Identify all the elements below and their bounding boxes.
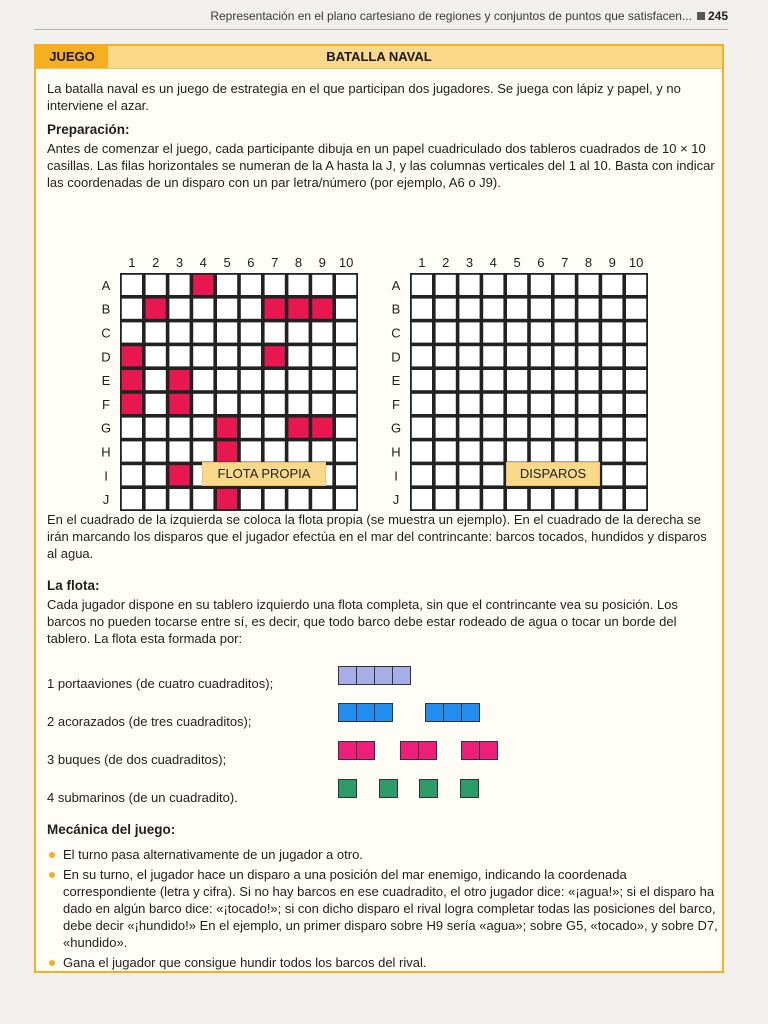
left-board-cell <box>336 489 356 509</box>
right-board-cell <box>459 370 479 390</box>
right-column-label: 9 <box>608 255 616 270</box>
right-board-cell <box>459 394 479 414</box>
left-board-cell <box>122 322 142 342</box>
ship-cell <box>356 666 375 685</box>
ship-acorazado-2 <box>425 703 479 722</box>
right-row-label: E <box>391 373 401 389</box>
right-board-cell <box>602 394 622 414</box>
right-board-cell <box>436 465 456 485</box>
right-board-cell <box>483 275 503 295</box>
ship-cell <box>400 741 419 760</box>
game-badge: JUEGO <box>36 46 108 68</box>
right-board-cell <box>507 322 527 342</box>
left-board-cell <box>312 394 332 414</box>
left-board-cell <box>146 299 166 319</box>
left-board-cell <box>169 275 189 295</box>
left-board-cell <box>146 441 166 461</box>
preparation-heading: Preparación: <box>47 122 130 137</box>
left-board-cell <box>122 370 142 390</box>
left-board-cell <box>193 299 213 319</box>
right-board-cell <box>602 370 622 390</box>
right-board-cell <box>602 441 622 461</box>
left-board-cell <box>312 299 332 319</box>
right-row-label: C <box>391 325 401 341</box>
box-header <box>36 46 722 69</box>
bullet-icon <box>49 872 55 878</box>
left-board-cell <box>241 299 261 319</box>
left-board-cell <box>265 370 285 390</box>
right-board-cell <box>507 489 527 509</box>
left-board-cell <box>169 394 189 414</box>
right-board-cell <box>555 322 575 342</box>
right-board-cell <box>626 441 646 461</box>
right-board-cell <box>626 489 646 509</box>
right-board-cell <box>555 394 575 414</box>
right-board-cell <box>483 418 503 438</box>
left-board-cell <box>169 465 189 485</box>
right-board-cell <box>531 346 551 366</box>
right-board-cell <box>412 465 432 485</box>
right-board-cell <box>602 322 622 342</box>
right-board-cell <box>578 489 598 509</box>
left-column-label: 4 <box>199 255 207 270</box>
fleet-label-acorazados: 2 acorazados (de tres cuadraditos); <box>47 714 252 729</box>
right-row-label: F <box>392 396 400 412</box>
left-board-cell <box>193 275 213 295</box>
left-board-cell <box>288 394 308 414</box>
ship-cell <box>425 703 444 722</box>
left-board-cell <box>312 489 332 509</box>
left-board-cell <box>122 346 142 366</box>
left-board-cell <box>336 370 356 390</box>
left-board-cell <box>265 346 285 366</box>
right-board-cell <box>555 275 575 295</box>
caption-disparos: DISPAROS <box>506 462 600 486</box>
right-board-cell <box>602 418 622 438</box>
right-board-cell <box>436 299 456 319</box>
right-board-cell <box>626 322 646 342</box>
right-board-cell <box>531 322 551 342</box>
mechanics-heading: Mecánica del juego: <box>47 822 176 837</box>
left-board-cell <box>288 322 308 342</box>
fleet-label-portaaviones: 1 portaaviones (de cuatro cuadraditos); <box>47 676 274 691</box>
right-column-label: 2 <box>442 255 450 270</box>
left-board-cell <box>241 489 261 509</box>
right-board-cell <box>507 394 527 414</box>
left-row-label: F <box>102 396 110 412</box>
ship-cell <box>392 666 411 685</box>
left-column-label: 1 <box>128 255 136 270</box>
left-board-cell <box>288 346 308 366</box>
ship-cell <box>338 741 357 760</box>
left-board-cell <box>146 346 166 366</box>
left-row-label: J <box>102 492 110 508</box>
left-board-cell <box>241 275 261 295</box>
left-board-cell <box>217 299 237 319</box>
right-board-cell <box>507 370 527 390</box>
right-board-cell <box>459 418 479 438</box>
left-board-cell <box>241 394 261 414</box>
left-column-label: 5 <box>223 255 231 270</box>
right-board-cell <box>459 299 479 319</box>
ship-buque-1 <box>338 741 374 760</box>
left-board-cell <box>288 441 308 461</box>
left-board-cell <box>193 322 213 342</box>
right-board-cell <box>578 299 598 319</box>
right-row-label: A <box>391 277 401 293</box>
left-row-label: E <box>101 373 111 389</box>
right-board-cell <box>436 441 456 461</box>
left-board-cell <box>265 275 285 295</box>
right-board-cell <box>483 370 503 390</box>
left-board-cell <box>217 441 237 461</box>
right-board-cell <box>602 465 622 485</box>
left-board-cell <box>288 370 308 390</box>
left-column-label: 2 <box>152 255 160 270</box>
right-board-cell <box>531 418 551 438</box>
intro-paragraph: La batalla naval es un juego de estrategia en el que participan dos jugadores. Se juega con lápiz y papel, y no interviene el azar. <box>47 81 681 113</box>
right-board-cell <box>459 465 479 485</box>
left-board-cell <box>122 441 142 461</box>
right-row-label: H <box>391 444 401 460</box>
ship-cell <box>356 741 375 760</box>
right-board-cell <box>436 489 456 509</box>
ship-submarino-3 <box>419 779 437 798</box>
right-column-label: 3 <box>465 255 474 270</box>
right-board-cell <box>459 441 479 461</box>
right-column-label: 1 <box>418 255 426 270</box>
left-board-cell <box>217 370 237 390</box>
right-board-cell <box>602 346 622 366</box>
right-row-label: G <box>390 420 402 436</box>
right-column-label: 7 <box>561 255 569 270</box>
ship-buque-3 <box>461 741 497 760</box>
left-board-cell <box>217 275 237 295</box>
right-board-cell <box>412 322 432 342</box>
left-board-cell <box>241 418 261 438</box>
ship-cell <box>338 703 357 722</box>
right-board-cell <box>436 418 456 438</box>
left-board-cell <box>217 418 237 438</box>
left-board-cell <box>241 370 261 390</box>
left-board-cell <box>122 418 142 438</box>
left-board-cell <box>169 418 189 438</box>
game-boards <box>96 251 696 508</box>
right-column-label: 8 <box>584 255 593 270</box>
right-board-cell <box>531 299 551 319</box>
right-board-cell <box>555 370 575 390</box>
right-board-cell <box>483 465 503 485</box>
right-row-label: B <box>391 301 401 317</box>
explanation-paragraph: En el cuadrado de la izquierda se coloca la flota propia (se muestra un ejemplo). En el cuadrado de la derecha se irán marcando los disparos que el jugador efectúa en el mar del contrincante: barcos tocados, hundidos y disparos al agua. <box>47 512 707 561</box>
right-board-cell <box>412 441 432 461</box>
left-board-cell <box>288 299 308 319</box>
right-board-cell <box>507 418 527 438</box>
right-board-cell <box>531 275 551 295</box>
header-divider <box>34 29 728 30</box>
rule-text: Gana el jugador que consigue hundir todos los barcos del rival. <box>63 955 427 970</box>
left-board-cell <box>169 322 189 342</box>
ship-cell <box>338 779 357 798</box>
right-board-cell <box>626 465 646 485</box>
left-board-cell <box>146 394 166 414</box>
rule-text: En su turno, el jugador hace un disparo a una posición del mar enemigo, indicando la coordenada correspondiente (letra y cifra). Si no hay barcos en ese cuadradito, el otro jugador dice: «¡agua!»; si el disparo ha dado en algún barco dice: «¡tocado!»; si con dicho disparo el rival logra completar todas las posiciones del barco, debe decir «¡hundido!» En el ejemplo, un primer disparo sobre H9 sería «agua»; sobre G5, «tocado», y sobre D7, «hundido». <box>63 867 718 950</box>
ship-cell <box>460 779 479 798</box>
left-row-label: G <box>100 420 112 436</box>
fleet-heading: La flota: <box>47 578 100 593</box>
right-board-cell <box>578 322 598 342</box>
left-board-cell <box>193 441 213 461</box>
left-row-label: C <box>101 325 111 341</box>
right-board-cell <box>483 441 503 461</box>
right-board-cell <box>531 441 551 461</box>
left-board-cell <box>312 322 332 342</box>
right-board-cell <box>507 299 527 319</box>
ship-buque-2 <box>400 741 436 760</box>
right-board-cell <box>602 275 622 295</box>
right-board-cell <box>626 370 646 390</box>
left-board-cell <box>146 465 166 485</box>
left-board-cell <box>146 275 166 295</box>
left-board-cell <box>193 394 213 414</box>
left-board-cell <box>122 299 142 319</box>
left-board-cell <box>241 441 261 461</box>
rules-list <box>47 846 719 974</box>
left-board-cell <box>241 346 261 366</box>
ship-cell <box>374 703 393 722</box>
right-board-cell <box>555 489 575 509</box>
right-board-cell <box>555 299 575 319</box>
left-board-cell <box>193 346 213 366</box>
fleet-label-submarinos: 4 submarinos (de un cuadradito). <box>47 790 238 805</box>
ship-submarino-1 <box>338 779 356 798</box>
left-board-cell <box>169 489 189 509</box>
right-board-cell <box>436 322 456 342</box>
right-board-cell <box>626 275 646 295</box>
list-item <box>47 954 719 971</box>
right-board-cell <box>412 299 432 319</box>
right-board-cell <box>483 299 503 319</box>
right-board-cell <box>436 370 456 390</box>
ship-cell <box>461 703 480 722</box>
right-row-label: D <box>391 349 401 365</box>
left-board-cell <box>169 346 189 366</box>
ship-portaaviones <box>338 666 410 685</box>
right-board-cell <box>459 322 479 342</box>
left-board-cell <box>312 275 332 295</box>
right-board-cell <box>531 394 551 414</box>
bullet-icon <box>49 960 55 966</box>
list-item <box>47 846 719 863</box>
right-board-cell <box>507 441 527 461</box>
right-board-cell <box>436 275 456 295</box>
right-board-cell <box>578 394 598 414</box>
left-board-cell <box>312 441 332 461</box>
ship-cell <box>461 741 480 760</box>
left-board-cell <box>146 489 166 509</box>
right-board-cell <box>555 346 575 366</box>
right-board-cell <box>483 489 503 509</box>
left-row-label: I <box>104 468 108 484</box>
ship-cell <box>338 666 357 685</box>
right-board-cell <box>531 489 551 509</box>
right-board-cell <box>459 275 479 295</box>
right-board-cell <box>626 394 646 414</box>
left-board-cell <box>122 465 142 485</box>
right-board-cell <box>412 275 432 295</box>
left-row-label: B <box>101 301 111 317</box>
right-row-label: I <box>394 468 398 484</box>
right-board-cell <box>507 275 527 295</box>
left-board-cell <box>122 394 142 414</box>
left-row-label: A <box>101 277 111 293</box>
right-column-label: 5 <box>513 255 521 270</box>
right-board-cell <box>412 370 432 390</box>
right-board-cell <box>436 346 456 366</box>
left-board-cell <box>265 299 285 319</box>
right-board-cell <box>412 418 432 438</box>
left-column-label: 8 <box>294 255 303 270</box>
right-board-cell <box>578 370 598 390</box>
right-board-cell <box>555 441 575 461</box>
left-board-cell <box>312 370 332 390</box>
rule-text: El turno pasa alternativamente de un jugador a otro. <box>63 847 363 862</box>
left-column-label: 6 <box>247 255 255 270</box>
right-board-cell <box>483 346 503 366</box>
left-board-cell <box>146 418 166 438</box>
right-board-cell <box>602 489 622 509</box>
game-box <box>34 44 724 973</box>
right-board-cell <box>459 346 479 366</box>
left-column-label: 7 <box>271 255 279 270</box>
left-column-label: 3 <box>175 255 184 270</box>
left-board-cell <box>146 370 166 390</box>
running-head-text: Representación en el plano cartesiano de regiones y conjuntos de puntos que satisfacen... <box>210 9 692 23</box>
left-column-label: 10 <box>338 255 354 270</box>
left-row-label: D <box>101 349 111 365</box>
left-board-cell <box>336 465 356 485</box>
right-board-cell <box>578 275 598 295</box>
left-board-cell <box>265 418 285 438</box>
left-board-cell <box>193 489 213 509</box>
right-board-cell <box>602 299 622 319</box>
left-board-cell <box>265 394 285 414</box>
left-board-cell <box>288 489 308 509</box>
left-board-cell <box>265 441 285 461</box>
left-board-cell <box>288 275 308 295</box>
running-head <box>0 9 768 27</box>
left-board-cell <box>336 441 356 461</box>
bullet-icon <box>49 852 55 858</box>
left-board-cell <box>265 322 285 342</box>
right-row-label: J <box>392 492 400 508</box>
right-column-label: 10 <box>628 255 644 270</box>
page-number: 245 <box>707 9 728 23</box>
preparation-paragraph: Antes de comenzar el juego, cada participante dibuja en un papel cuadriculado dos tableros cuadrados de 10 × 10 casillas. Las filas horizontales se numeran de la A hasta la J, y las columnas verticales del 1 al 10. Basta con indicar las coordenadas de un disparo con un par letra/número (por ejemplo, A6 o J9). <box>47 141 715 190</box>
right-board-cell <box>555 418 575 438</box>
left-board-cell <box>169 299 189 319</box>
right-board-cell <box>507 346 527 366</box>
left-board-cell <box>336 322 356 342</box>
right-board-cell <box>626 299 646 319</box>
left-board-cell <box>336 418 356 438</box>
right-board-cell <box>626 418 646 438</box>
right-board-cell <box>436 394 456 414</box>
right-board-cell <box>531 370 551 390</box>
ship-cell <box>374 666 393 685</box>
right-column-label: 6 <box>537 255 545 270</box>
right-board-cell <box>483 322 503 342</box>
right-board-cell <box>578 346 598 366</box>
left-board-cell <box>169 441 189 461</box>
left-board-cell <box>241 322 261 342</box>
left-board-cell <box>312 418 332 438</box>
right-board-cell <box>578 441 598 461</box>
ship-cell <box>356 703 375 722</box>
list-item <box>47 866 719 951</box>
left-column-label: 9 <box>318 255 326 270</box>
ship-cell <box>379 779 398 798</box>
ship-cell <box>418 741 437 760</box>
left-board-cell <box>217 394 237 414</box>
left-board-cell <box>122 489 142 509</box>
right-board-cell <box>459 489 479 509</box>
ship-cell <box>479 741 498 760</box>
ship-submarino-2 <box>379 779 397 798</box>
ship-acorazado-1 <box>338 703 392 722</box>
right-board-cell <box>626 346 646 366</box>
left-board-cell <box>122 275 142 295</box>
right-board-cell <box>412 346 432 366</box>
left-board-cell <box>146 322 166 342</box>
right-column-label: 4 <box>489 255 497 270</box>
left-board-cell <box>217 489 237 509</box>
ship-cell <box>419 779 438 798</box>
box-title: BATALLA NAVAL <box>326 49 432 64</box>
ship-cell <box>443 703 462 722</box>
left-board-cell <box>336 299 356 319</box>
left-board-cell <box>336 394 356 414</box>
left-board-cell <box>336 275 356 295</box>
right-board-cell <box>412 489 432 509</box>
left-board-cell <box>288 418 308 438</box>
left-row-label: H <box>101 444 111 460</box>
square-bullet-icon <box>697 12 705 20</box>
left-board-cell <box>265 489 285 509</box>
ship-submarino-4 <box>460 779 478 798</box>
left-board-cell <box>312 346 332 366</box>
left-board-cell <box>217 346 237 366</box>
left-board-cell <box>169 370 189 390</box>
fleet-paragraph: Cada jugador dispone en su tablero izquierdo una flota completa, sin que el contrincante vea su posición. Los barcos no pueden tocarse entre sí, es decir, que todo barco debe estar rodeado de agua o tocar un borde del tablero. La flota esta formada por: <box>47 597 678 646</box>
left-board-cell <box>193 370 213 390</box>
right-board-cell <box>578 418 598 438</box>
caption-flota-propia: FLOTA PROPIA <box>202 462 326 486</box>
left-board-cell <box>217 322 237 342</box>
left-board-cell <box>193 418 213 438</box>
right-board-cell <box>483 394 503 414</box>
fleet-label-buques: 3 buques (de dos cuadraditos); <box>47 752 227 767</box>
left-board-cell <box>336 346 356 366</box>
right-board-cell <box>412 394 432 414</box>
